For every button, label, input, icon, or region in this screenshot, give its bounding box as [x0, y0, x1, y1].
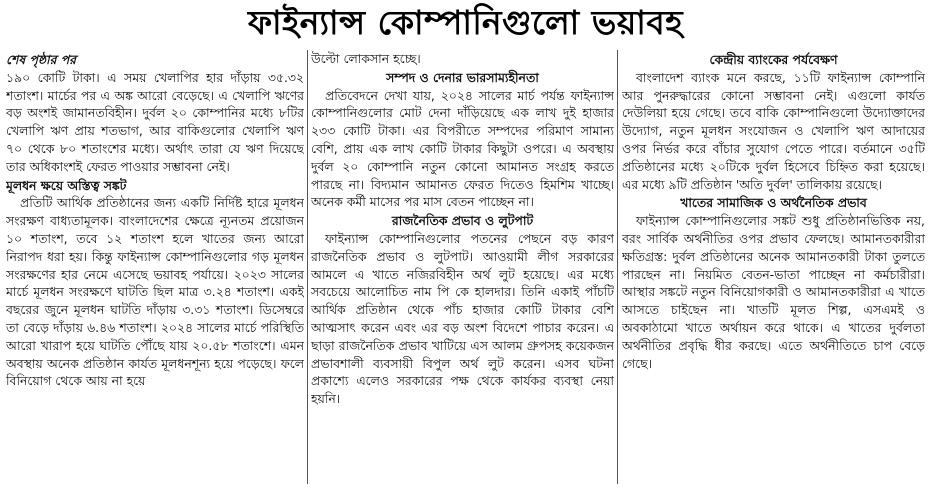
- column-divider-1: [307, 50, 308, 484]
- section-heading-political-influence: রাজনৈতিক প্রভাব ও লুটপাট: [391, 213, 534, 229]
- column-divider-2: [617, 50, 618, 484]
- column-1: [6, 50, 304, 484]
- section-heading-asset-liability: সম্পদ ও দেনার ভারসাম্যহীনতা: [386, 69, 539, 85]
- column2-paragraph-1: প্রতিবেদনে দেখা যায়, ২০২৪ সালের মার্চ পর্যন্ত ফাইন্যান্স কোম্পানিগুলোর মোট দেনা দাঁড়িয়েছে এক লাখ দুই হাজার ২৩৩ কোটি টাকা। এর বিপরীতে সম্পদের পরিমাণ সামান্য বেশি, প্রায় এক লাখ কোটি টাকার কিছুটা ওপরে। এ অবস্থায় দুর্বল ২০ কোম্পানি নতুন কোনো আমানত সংগ্রহ করতে পারছে না। বিদ্যমান আমানত ফেরত দিতেও হিমশিম খাচ্ছে। অনেক কর্মী মাসের পর মাস বেতন পাচ্ছেন না।: [311, 87, 614, 210]
- column1-paragraph-2: প্রতিটি আর্থিক প্রতিষ্ঠানের জন্য একটি নির্দিষ্ট হারে মূলধন সংরক্ষণ বাধ্যতামূলক। বাংলাদেশের ক্ষেত্রে ন্যূনতম প্রয়োজন ১০ শতাংশ, তবে ১২ শতাংশ হলে খাতের জন্য আরো নিরাপদ ধরা হয়। কিন্তু ফাইন্যান্স কোম্পানিগুলোর গড় মূলধন সংরক্ষণের হার নেমে এসেছে ভয়াবহ পর্যায়ে। ২০২৩ সালের মার্চে মূলধন সংরক্ষণে ঘাটতি ছিল মাত্র ৩.২৪ শতাংশ। একই বছরের জুনে মূলধন ঘাটতি দাঁড়ায় ৩.৩১ শতাংশ। ডিসেম্বরে তা বেড়ে দাঁড়ায় ৬.৪৬ শতাংশ। ২০২৪ সালের মার্চে পরিস্থিতি আরো খারাপ হয়ে ঘাটতি পৌঁছে যায় ২০.৫৮ শতাংশে। এমন অবস্থায় অনেক প্রতিষ্ঠান কার্যত মূলধনশূন্য হয়ে পড়েছে। ফলে বিনিয়োগ থেকে আয় না হয়ে: [6, 195, 304, 389]
- column2-paragraph-0: উল্টো লোকসান হচ্ছে।: [311, 51, 421, 66]
- column3-paragraph-1: বাংলাদেশ ব্যাংক মনে করছে, ১১টি ফাইন্যান্স কোম্পানি আর পুনরুদ্ধারের কোনো সম্ভাবনা নেই। এগুলো কার্যত দেউলিয়া হয়ে গেছে। তবে বাকি কোম্পানিগুলো উদ্যোক্তাদের উদ্যোগ, নতুন মূলধন সংযোজন ও খেলাপি ঋণ আদায়ের ওপর নির্ভর করে বাঁচার সুযোগ পেতে পারে। বর্তমানে ৩৫টি প্রতিষ্ঠানের মধ্যে ২০টিকে দুর্বল হিসেবে চিহ্নিত করা হয়েছে। এর মধ্যে ৯টি প্রতিষ্ঠান 'অতি দুর্বল' তালিকায় রয়েছে।: [622, 69, 925, 192]
- column1-paragraph-1: ১৯০ কোটি টাকা। এ সময় খেলাপির হার দাঁড়ায় ৩৫.৩২ শতাংশ। মার্চের পর এ অঙ্ক আরো বেড়েছে। এ খেলাপি ঋণের বড় অংশই জামানতবিহীন। দুর্বল ২০ কোম্পানির মধ্যে ৮টির খেলাপি ঋণ প্রায় শতভাগ, আর বাকিগুলোর খেলাপি ঋণ ৭০ থেকে ৮০ শতাংশের মধ্যে। অর্থাৎ তারা যে ঋণ দিয়েছে তার অধিকাংশই ফেরত পাওয়ার সম্ভাবনা নেই।: [6, 69, 304, 174]
- column3-paragraph-2: ফাইন্যান্স কোম্পানিগুলোর সঙ্কট শুধু প্রতিষ্ঠানভিত্তিক নয়, বরং সার্বিক অর্থনীতির ওপর প্রভাব ফেলছে। আমানতকারীরা ক্ষতিগ্রস্ত: দুর্বল প্রতিষ্ঠানের অনেক আমানতকারী টাকা তুলতে পারছেন না। নিয়মিত বেতন-ভাতা পাচ্ছেন না কর্মচারীরা। আস্থার সঙ্কটে নতুন বিনিয়োগকারী ও আমানতকারীরা এ খাতে আসতে চাইছেন না। খাতটি মূলত শিল্প, এসএমই ও অবকাঠামো খাতে অর্থায়ন করে থাকে। এ খাতের দুর্বলতা অর্থনীতির প্রবৃদ্ধি ধীর করছে। এতে অর্থনীতিতে চাপ বেড়ে গেছে।: [622, 213, 925, 371]
- column-2: [311, 50, 614, 484]
- section-heading-capital-erosion: মূলধন ক্ষয়ে অস্তিত্ব সঙ্কট: [6, 177, 127, 193]
- continued-from-label: শেষ পৃষ্ঠার পর: [6, 52, 76, 67]
- column-3: [622, 50, 925, 484]
- section-heading-social-economic-impact: খাতের সামাজিক ও অর্থনৈতিক প্রভাব: [680, 195, 867, 211]
- article-headline: ফাইন্যান্স কোম্পানিগুলো ভয়াবহ: [247, 3, 684, 42]
- column2-paragraph-2: ফাইন্যান্স কোম্পানিগুলোর পতনের পেছনে বড় কারণ রাজনৈতিক প্রভাব ও লুটপাট। আওয়ামী লীগ সরকারের আমলে এ খাতে নজিরবিহীন অর্থ লুট হয়েছে। এর মধ্যে সবচেয়ে আলোচিত নাম পি কে হালদার। তিনি একাই পাঁচটি আর্থিক প্রতিষ্ঠান থেকে পাঁচ হাজার কোটি টাকার বেশি আত্মসাৎ করেন এবং এর বড় অংশ বিদেশে পাচার করেন। এ ছাড়া রাজনৈতিক প্রভাব খাটিয়ে এস আলম গ্রুপসহ কয়েকজন প্রভাবশালী ব্যবসায়ী বিপুল অর্থ লুট করেন। এসব ঘটনা প্রকাশ্যে এলেও সরকারের পক্ষ থেকে কার্যকর ব্যবস্থা নেয়া হয়নি।: [311, 230, 614, 407]
- section-heading-central-bank: কেন্দ্রীয় ব্যাংকের পর্যবেক্ষণ: [709, 52, 838, 67]
